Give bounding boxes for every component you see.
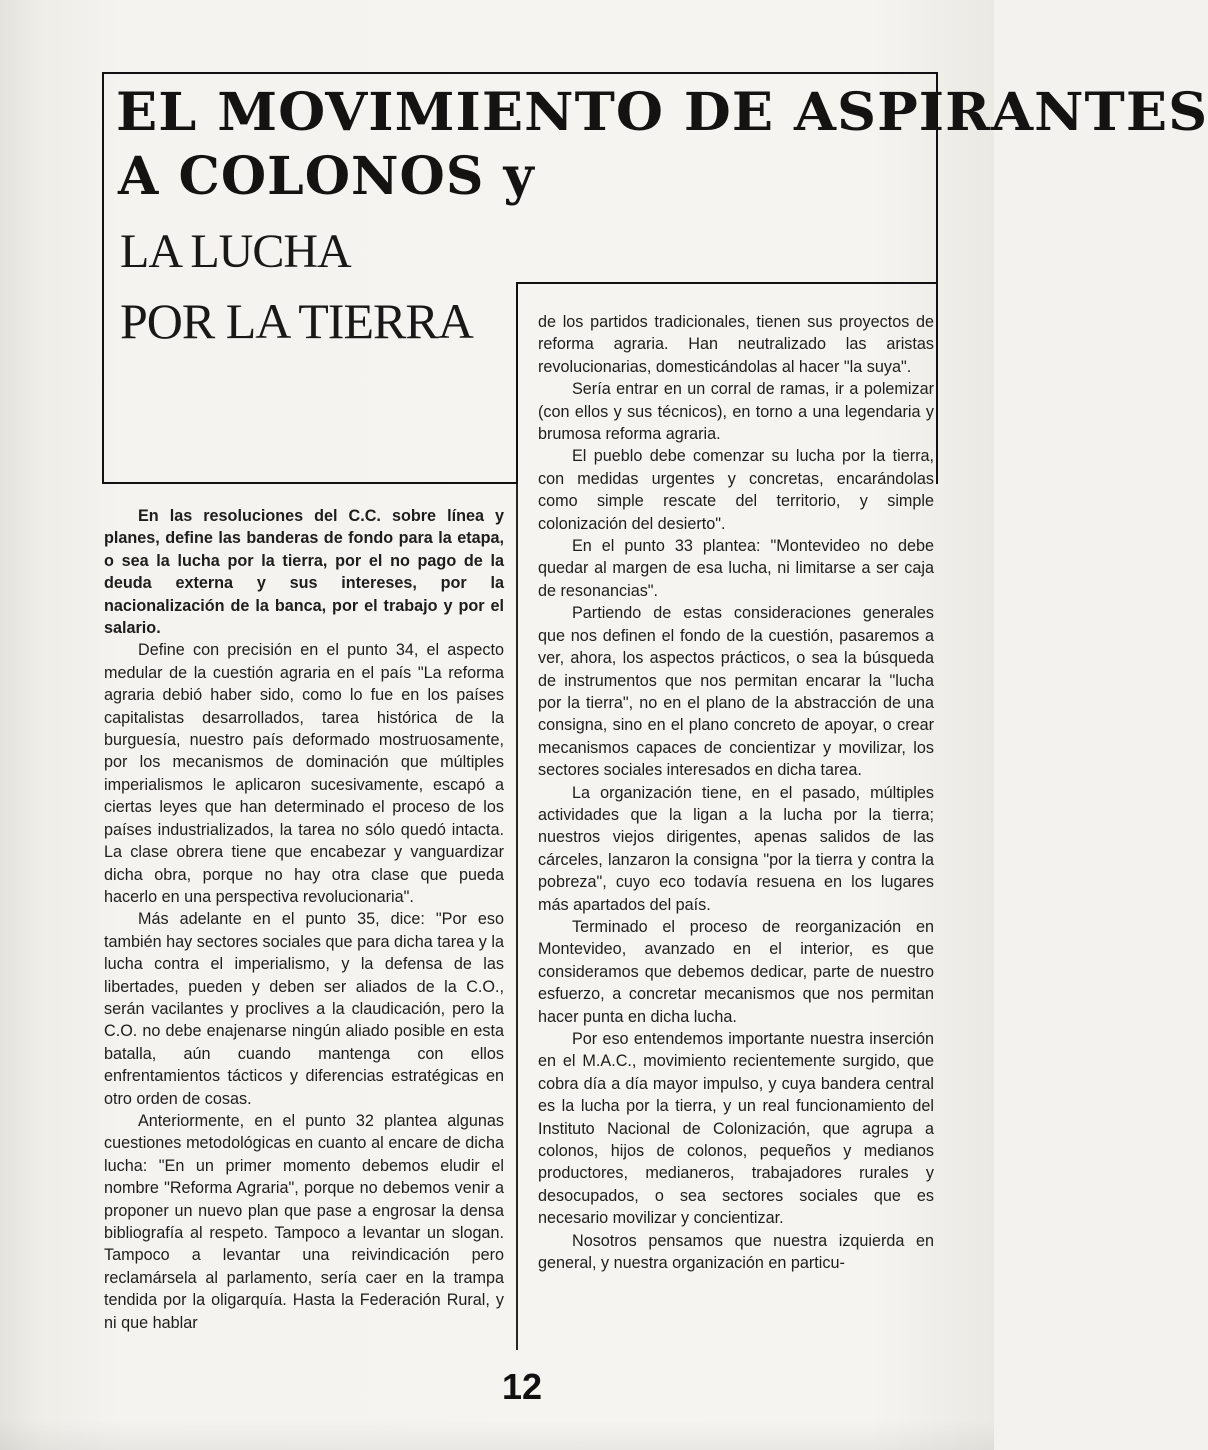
paragraph: Define con precisión en el punto 34, el aspecto medular de la cuestión agraria en el país "La reforma agraria debió haber sido, como lo fue en los países capitalistas desarrollados, tarea histórica de la burguesía, nuestro país deformado mostruosamente, por los mecanismos de dominación que múltiples imperialismos le aplicaron sucesivamente, escapó a ciertas leyes que han determinado el proceso de los países industrializados, la tarea no sólo quedó intacta. La clase obrera tiene que encabezar y vanguardizar dicha obra, porque no hay otra clase que pueda hacerlo en una perspectiva revolucionaria". (104, 641, 504, 906)
headline-line-2: A COLONOS y (118, 146, 535, 207)
paragraph: El pueblo debe comenzar su lucha por la tierra, con medidas urgentes y concretas, encarándolas como simple rescate del territorio, y simple colonización del desierto". (538, 447, 934, 533)
headline-line-4: POR LA TIERRA (120, 293, 473, 349)
paragraph: Sería entrar en un corral de ramas, ir a polemizar (con ellos y sus técnicos), en torno a una legendaria y brumosa reforma agraria. (538, 380, 934, 444)
paragraph: Partiendo de estas consideraciones generales que nos definen el fondo de la cuestión, pasaremos a ver, ahora, los aspectos prácticos, o sea la búsqueda de instrumentos que nos permitan encarar la "lucha por la tierra", no en el plano de la abstracción de una consigna, sino en el plano concreto de apoyar, o crear mecanismos capaces de concientizar y movilizar, los sectores sociales interesados en dicha tarea. (538, 604, 934, 780)
right-column (538, 311, 934, 1274)
paragraph: Terminado el proceso de reorganización en Montevideo, avanzado en el interior, es que consideramos que debemos dedicar, parte de nuestro esfuerzo, a concretar mecanismos que nos permitan hacer punta en dicha lucha. (538, 917, 934, 1026)
paragraph: Más adelante en el punto 35, dice: "Por eso también hay sectores sociales que para dicha tarea y la lucha contra el imperialismo, y la defensa de las libertades, pueden y deben ser aliados de la C.O., serán vacilantes y proclives a la claudicación, pero la C.O. no debe enajenarse ningún aliado posible en esta batalla, aún cuando mantenga con ellos enfrentamientos tácticos y diferencias estratégicas en otro orden de cosas. (104, 910, 504, 1108)
left-column (104, 505, 504, 1334)
page-number: 12 (502, 1366, 543, 1407)
paragraph: La organización tiene, en el pasado, múltiples actividades que la ligan a la lucha por la tierra; nuestros viejos dirigentes, apenas salidos de las cárceles, lanzaron la consigna "por la tierra y contra la pobreza", cuyo eco todavía resuena en los lugares más apartados del país. (538, 783, 934, 914)
headline-line-1: EL MOVIMIENTO DE ASPIRANTES (116, 82, 1208, 143)
paragraph: de los partidos tradicionales, tienen sus proyectos de reforma agraria. Han neutralizado las aristas revolucionarias, domesticándolas al hacer "la suya". (538, 313, 934, 376)
title-frame-bottom-edge (102, 482, 518, 484)
scan-shadow (0, 1420, 994, 1450)
paragraph: En el punto 33 plantea: "Montevideo no debe quedar al margen de esa lucha, ni limitarse a ser caja de resonancias". (538, 537, 934, 600)
headline-line-3: LA LUCHA (120, 225, 351, 278)
paragraph: Anteriormente, en el punto 32 plantea algunas cuestiones metodológicas en cuanto al encare de dicha lucha: "En un primer momento debemos eludir el nombre "Reforma Agraria", porque no debemos venir a proponer un nuevo plan que pase a engrosar la densa bibliografía al respeto. Tampoco a levantar un slogan. Tampoco a levantar una reivindicación pero reclamársela al parlamento, sería caer en la trampa tendida por la oligarquía. Hasta la Federación Rural, y ni que hablar (104, 1111, 504, 1332)
title-frame-step-vertical (516, 282, 518, 484)
title-frame-step-horizontal (516, 282, 938, 284)
paragraph: En las resoluciones del C.C. sobre línea y planes, define las banderas de fondo para la etapa, o sea la lucha por la tierra, por el no pago de la deuda externa y sus intereses, por la nacionalización de la banca, por el trabajo y por el salario. (104, 507, 504, 638)
column-divider (516, 484, 518, 1350)
paragraph: Por eso entendemos importante nuestra inserción en el M.A.C., movimiento recientemente surgido, que cobra día a día mayor impulso, y cuya bandera central es la lucha por la tierra, y un real funcionamiento del Instituto Nacional de Colonización, que agrupa a colonos, hijos de colonos, pequeños y medianos productores, medianeros, trabajadores rurales y desocupados, o sea sectores sociales que es necesario movilizar y concientizar. (538, 1030, 934, 1228)
paragraph: Nosotros pensamos que nuestra izquierda en general, y nuestra organización en particu- (538, 1231, 934, 1273)
